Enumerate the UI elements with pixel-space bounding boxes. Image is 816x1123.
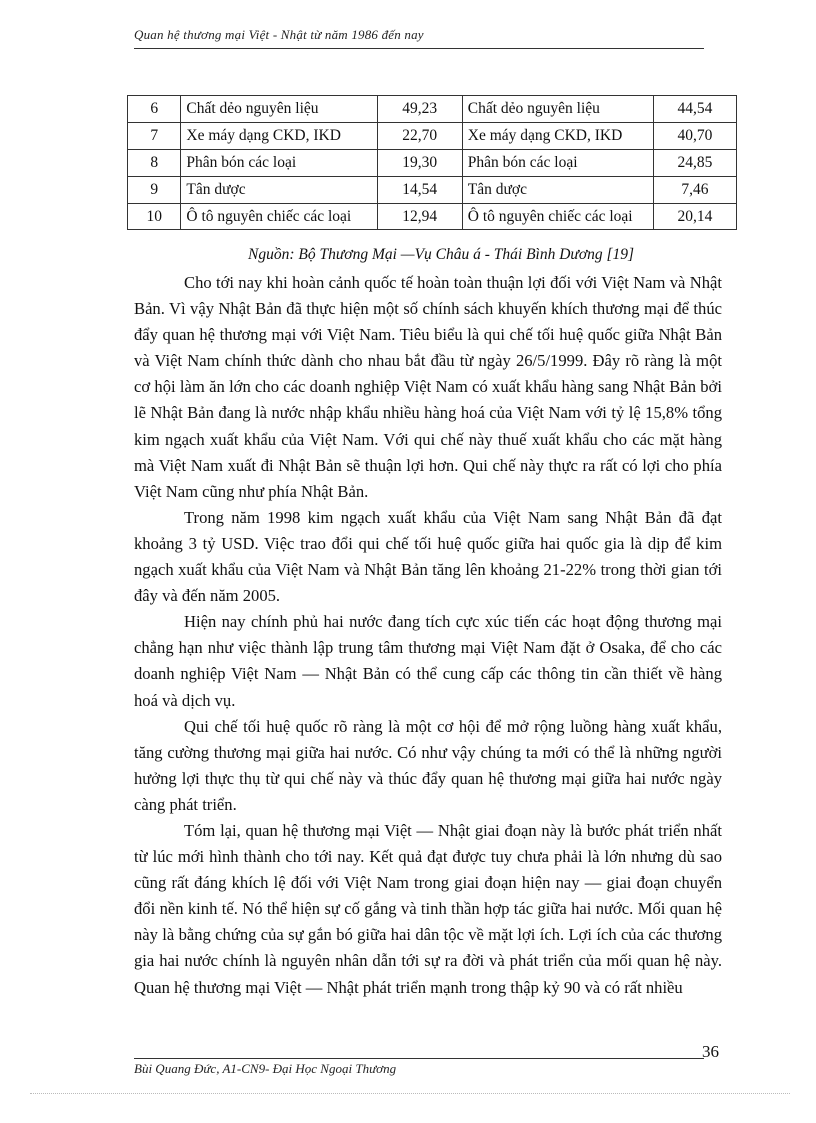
item-name: Ô tô nguyên chiếc các loại (181, 204, 377, 230)
item-name: Phân bón các loại (462, 150, 653, 177)
footer-author: Bùi Quang Đức, A1-CN9- Đại Học Ngoại Thương (134, 1061, 397, 1076)
item-name: Tân dược (462, 177, 653, 204)
page-number: 36 (702, 1042, 719, 1061)
paragraph: Trong năm 1998 kim ngạch xuất khẩu của Việt Nam sang Nhật Bản đã đạt khoảng 3 tỷ USD. Việc trao đổi qui chế tối huệ quốc giữa hai quốc gia là dịp để kim ngạch xuất khẩu của Việt Nam và Nhật Bản tăng lên khoảng 21-22% trong thời gian tới đây và đến năm 2005. (134, 507, 722, 606)
item-value: 40,70 (653, 123, 736, 150)
item-value: 22,70 (377, 123, 462, 150)
import-items-table (127, 95, 737, 230)
table-row (128, 96, 737, 123)
item-value: 19,30 (377, 150, 462, 177)
row-number: 10 (128, 204, 181, 230)
row-number: 8 (128, 150, 181, 177)
paragraph: Hiện nay chính phủ hai nước đang tích cực xúc tiến các hoạt động thương mại chẳng hạn như việc thành lập trung tâm thương mại Việt Nam đặt ở Osaka, để cho các doanh nghiệp Việt Nam — Nhật Bản có thể cung cấp các thông tin cần thiết về hàng hoá và dịch vụ. (134, 612, 722, 710)
item-value: 12,94 (377, 204, 462, 230)
item-name: Tân dược (181, 177, 377, 204)
item-value: 24,85 (653, 150, 736, 177)
item-name: Phân bón các loại (181, 150, 377, 177)
item-name: Ô tô nguyên chiếc các loại (462, 204, 653, 230)
running-header: Quan hệ thương mại Việt - Nhật từ năm 1986 đến nay (134, 27, 424, 42)
table-row (128, 177, 737, 204)
header-divider (134, 48, 704, 49)
source-note: Nguồn: Bộ Thương Mại —Vụ Châu á - Thái Bình Dương [19] (248, 246, 635, 263)
item-value: 20,14 (653, 204, 736, 230)
row-number: 9 (128, 177, 181, 204)
table-row (128, 150, 737, 177)
item-value: 49,23 (377, 96, 462, 123)
item-value: 44,54 (653, 96, 736, 123)
table-row (128, 123, 737, 150)
item-value: 14,54 (377, 177, 462, 204)
row-number: 7 (128, 123, 181, 150)
body-text (134, 270, 722, 1001)
table-row (128, 204, 737, 230)
item-name: Chất dẻo nguyên liệu (181, 96, 377, 123)
item-name: Xe máy dạng CKD, IKD (181, 123, 377, 150)
paragraph: Qui chế tối huệ quốc rõ ràng là một cơ hội để mở rộng luồng hàng xuất khẩu, tăng cường thương mại giữa hai nước. Có như vậy chúng ta mới có thể là những người hưởng lợi thực thụ từ qui chế này và thúc đẩy quan hệ thương mại giữa hai nước ngày càng phát triển. (134, 716, 722, 814)
item-value: 7,46 (653, 177, 736, 204)
page-edge-divider (30, 1093, 790, 1094)
item-name: Xe máy dạng CKD, IKD (462, 123, 653, 150)
paragraph: Tóm lại, quan hệ thương mại Việt — Nhật giai đoạn này là bước phát triển nhất từ lúc mới hình thành cho tới nay. Kết quả đạt được tuy chưa phải là lớn nhưng dù sao cũng rất đáng khích lệ đối với Việt Nam trong giai đoạn hiện nay — giai đoạn chuyển đổi nền kinh tế. Nó thể hiện sự cố gắng và tinh thần hợp tác giữa hai nước. Mối quan hệ này là bằng chứng của sự gắn bó giữa hai dân tộc về mặt lợi ích. Lợi ích của các thương gia hai nước chính là nguyên nhân dẫn tới sự ra đời và phát triển của mối quan hệ này. Quan hệ thương mại Việt — Nhật phát triển mạnh trong thập kỷ 90 và có rất nhiều (134, 820, 722, 997)
footer-divider (134, 1058, 704, 1059)
row-number: 6 (128, 96, 181, 123)
paragraph: Cho tới nay khi hoàn cảnh quốc tế hoàn toàn thuận lợi đối với Việt Nam và Nhật Bản. Vì vậy Nhật Bản đã thực hiện một số chính sách khuyến khích thương mại để thúc đẩy quan hệ thương mại với Việt Nam. Tiêu biểu là qui chế tối huệ quốc giữa Nhật Bản và Việt Nam chính thức dành cho nhau bắt đầu từ ngày 26/5/1999. Đây rõ ràng là một cơ hội làm ăn lớn cho các doanh nghiệp Việt Nam có xuất khẩu hàng sang Nhật Bản bởi lẽ Nhật Bản đang là nước nhập khẩu nhiều hàng hoá của Việt Nam với tỷ lệ 15,8% tổng kim ngạch xuất khẩu của Việt Nam. Với qui chế này thuế xuất khẩu cho các mặt hàng mà Việt Nam xuất đi Nhật Bản sẽ thuận lợi hơn. Qui chế này thực ra rất có lợi cho phía Việt Nam cũng như phía Nhật Bản. (134, 273, 722, 501)
item-name: Chất dẻo nguyên liệu (462, 96, 653, 123)
